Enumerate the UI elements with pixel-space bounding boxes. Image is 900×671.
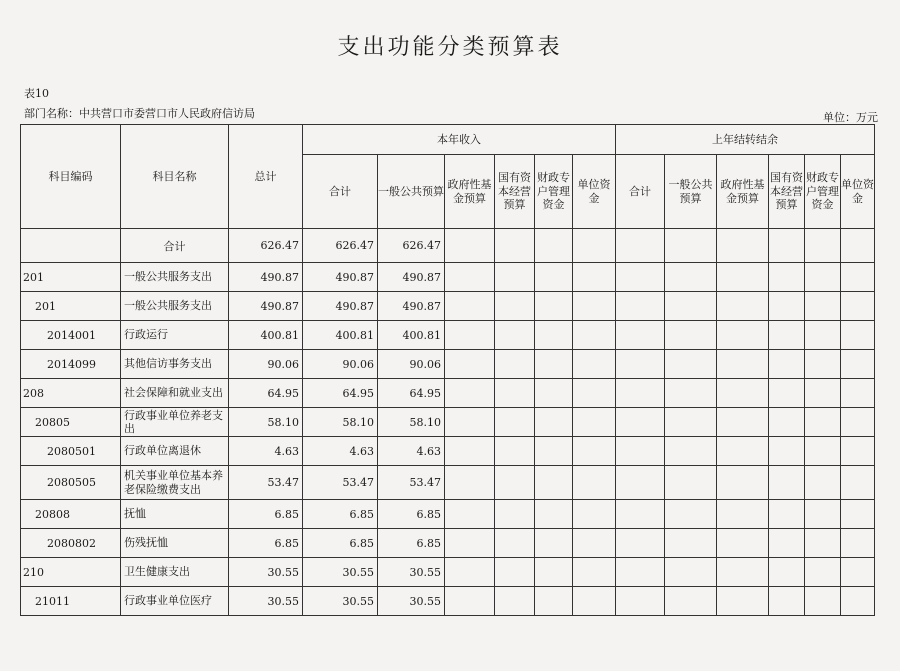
empty-cell [769,466,805,500]
empty-cell [616,529,665,558]
row-code: 21011 [21,587,121,616]
empty-cell [805,587,841,616]
empty-cell [616,321,665,350]
empty-cell [805,350,841,379]
empty-cell [769,587,805,616]
empty-cell [769,379,805,408]
row-code: 210 [21,558,121,587]
row-name: 行政单位离退休 [121,437,229,466]
table-row [21,558,875,587]
empty-cell [665,408,717,437]
empty-cell [495,263,535,292]
row-total: 30.55 [229,558,303,587]
total-code-cell [21,229,121,263]
empty-cell [573,587,616,616]
row-code: 201 [21,292,121,321]
empty-cell [769,292,805,321]
empty-cell [805,558,841,587]
empty-cell [717,437,769,466]
row-name: 一般公共服务支出 [121,263,229,292]
empty-cell [445,321,495,350]
row-general: 490.87 [378,292,445,321]
table-row [21,263,875,292]
row-code: 2080501 [21,437,121,466]
empty-cell [805,466,841,500]
empty-cell [665,437,717,466]
row-general: 6.85 [378,500,445,529]
row-code: 208 [21,379,121,408]
department-label: 部门名称： [24,107,79,120]
row-sum: 490.87 [303,292,378,321]
empty-cell [535,558,573,587]
empty-cell [445,529,495,558]
row-code: 2080505 [21,466,121,500]
empty-cell [573,437,616,466]
empty-cell [616,379,665,408]
row-total: 4.63 [229,437,303,466]
empty-cell [841,500,875,529]
header-carryover: 上年结转结余 [616,125,875,155]
empty-cell [665,379,717,408]
empty-cell [805,321,841,350]
empty-cell [805,437,841,466]
header-co-sum: 合计 [616,155,665,229]
table-number: 表10 [24,87,49,100]
empty-cell [535,379,573,408]
empty-cell [841,408,875,437]
row-total: 53.47 [229,466,303,500]
empty-cell [841,379,875,408]
row-sum: 64.95 [303,379,378,408]
row-general: 4.63 [378,437,445,466]
empty-cell [495,292,535,321]
row-code: 2014099 [21,350,121,379]
header-current-income: 本年收入 [303,125,616,155]
empty-cell [616,466,665,500]
empty-cell [445,263,495,292]
row-name: 行政事业单位医疗 [121,587,229,616]
row-code: 2014001 [21,321,121,350]
empty-cell [665,321,717,350]
page-title: 支出功能分类预算表 [337,35,563,60]
empty-cell [535,321,573,350]
row-code: 20808 [21,500,121,529]
table-row [21,500,875,529]
row-total: 400.81 [229,321,303,350]
empty-cell [495,437,535,466]
empty-cell [841,587,875,616]
empty-cell [769,529,805,558]
empty-cell [717,379,769,408]
empty-cell [769,321,805,350]
empty-cell [573,408,616,437]
row-sum: 53.47 [303,466,378,500]
empty-cell [769,437,805,466]
empty-cell [665,500,717,529]
empty-cell [841,466,875,500]
table-row [21,437,875,466]
empty-cell [805,408,841,437]
empty-cell [495,379,535,408]
row-total: 30.55 [229,587,303,616]
unit-label: 单位：万元 [823,111,878,124]
row-sum: 4.63 [303,437,378,466]
empty-cell [769,263,805,292]
empty-cell [805,379,841,408]
row-sum: 400.81 [303,321,378,350]
row-sum: 58.10 [303,408,378,437]
empty-cell [841,321,875,350]
header-cur-general: 一般公共预算 [378,155,445,229]
row-code: 20805 [21,408,121,437]
row-general: 6.85 [378,529,445,558]
empty-cell [535,500,573,529]
row-general: 53.47 [378,466,445,500]
total-general: 626.47 [378,229,445,263]
table-row [21,529,875,558]
row-sum: 6.85 [303,500,378,529]
empty-cell [573,379,616,408]
empty-cell [805,529,841,558]
empty-cell [717,292,769,321]
empty-cell [717,263,769,292]
empty-cell [535,529,573,558]
header-co-special-fund: 财政专户管理资金 [805,155,841,229]
empty-cell [495,321,535,350]
empty-cell [573,500,616,529]
table-row [21,292,875,321]
empty-cell [841,558,875,587]
empty-cell [769,500,805,529]
empty-cell [535,292,573,321]
empty-cell [573,558,616,587]
empty-cell [665,350,717,379]
empty-cell [805,263,841,292]
row-sum: 6.85 [303,529,378,558]
empty-cell [445,379,495,408]
row-total: 490.87 [229,263,303,292]
empty-cell [717,587,769,616]
row-total: 6.85 [229,529,303,558]
header-cur-state-capital: 国有资本经营预算 [495,155,535,229]
empty-cell [495,587,535,616]
empty-cell [841,263,875,292]
row-general: 58.10 [378,408,445,437]
empty-cell [445,500,495,529]
header-cur-unit-fund: 单位资金 [573,155,616,229]
empty-cell [573,321,616,350]
empty-cell [445,558,495,587]
row-code: 2080802 [21,529,121,558]
empty-cell [445,466,495,500]
empty-cell [573,529,616,558]
empty-cell [805,292,841,321]
header-code: 科目编码 [21,125,121,229]
empty-cell [805,500,841,529]
empty-cell [717,321,769,350]
row-sum: 90.06 [303,350,378,379]
empty-cell [717,558,769,587]
header-co-state-capital: 国有资本经营预算 [769,155,805,229]
budget-table [20,124,875,616]
department-line [24,105,255,121]
row-general: 30.55 [378,558,445,587]
empty-cell [495,350,535,379]
total-label: 合计 [121,229,229,263]
empty-cell [535,587,573,616]
empty-cell [616,500,665,529]
empty-cell [573,263,616,292]
row-name: 社会保障和就业支出 [121,379,229,408]
header-total: 总计 [229,125,303,229]
empty-cell [717,350,769,379]
empty-cell [717,529,769,558]
empty-cell [495,408,535,437]
empty-cell [616,558,665,587]
empty-cell [717,500,769,529]
row-total: 490.87 [229,292,303,321]
empty-cell [535,437,573,466]
empty-cell [495,500,535,529]
empty-cell [535,408,573,437]
empty-cell [495,466,535,500]
empty-cell [769,558,805,587]
header-name: 科目名称 [121,125,229,229]
row-name: 抚恤 [121,500,229,529]
empty-cell [665,587,717,616]
row-code: 201 [21,263,121,292]
table-row [21,350,875,379]
row-sum: 490.87 [303,263,378,292]
empty-cell [717,466,769,500]
empty-cell [841,350,875,379]
empty-cell [616,263,665,292]
empty-cell [616,408,665,437]
table-row [21,466,875,500]
table-row [21,408,875,437]
total-row [21,229,875,263]
table-row [21,321,875,350]
header-co-gov-fund: 政府性基金预算 [717,155,769,229]
empty-cell [535,263,573,292]
empty-cell [665,263,717,292]
empty-cell [445,292,495,321]
empty-cell [445,408,495,437]
row-general: 30.55 [378,587,445,616]
empty-cell [665,466,717,500]
empty-cell [841,292,875,321]
empty-cell [573,466,616,500]
empty-cell [665,529,717,558]
row-total: 58.10 [229,408,303,437]
header-co-general: 一般公共预算 [665,155,717,229]
total-sum: 626.47 [303,229,378,263]
row-name: 机关事业单位基本养老保险缴费支出 [121,466,229,500]
row-name: 行政事业单位养老支出 [121,408,229,437]
header-cur-gov-fund: 政府性基金预算 [445,155,495,229]
table-row [21,379,875,408]
row-total: 90.06 [229,350,303,379]
empty-cell [665,558,717,587]
row-name: 一般公共服务支出 [121,292,229,321]
row-general: 400.81 [378,321,445,350]
row-name: 伤残抚恤 [121,529,229,558]
empty-cell [665,292,717,321]
empty-cell [616,350,665,379]
empty-cell [535,466,573,500]
header-co-unit-fund: 单位资金 [841,155,875,229]
empty-cell [616,437,665,466]
row-sum: 30.55 [303,558,378,587]
empty-cell [445,587,495,616]
row-name: 行政运行 [121,321,229,350]
row-general: 90.06 [378,350,445,379]
empty-cell [573,292,616,321]
empty-cell [535,350,573,379]
empty-cell [445,437,495,466]
row-name: 卫生健康支出 [121,558,229,587]
row-sum: 30.55 [303,587,378,616]
department-name: 中共营口市委营口市人民政府信访局 [79,107,255,120]
header-cur-sum: 合计 [303,155,378,229]
total-total: 626.47 [229,229,303,263]
empty-cell [616,587,665,616]
empty-cell [445,350,495,379]
empty-cell [769,350,805,379]
header-cur-special-fund: 财政专户管理资金 [535,155,573,229]
empty-cell [841,529,875,558]
row-name: 其他信访事务支出 [121,350,229,379]
empty-cell [841,437,875,466]
empty-cell [495,529,535,558]
empty-cell [769,408,805,437]
row-total: 6.85 [229,500,303,529]
empty-cell [495,558,535,587]
row-total: 64.95 [229,379,303,408]
row-general: 490.87 [378,263,445,292]
empty-cell [573,350,616,379]
empty-cell [616,292,665,321]
table-row [21,587,875,616]
empty-cell [717,408,769,437]
row-general: 64.95 [378,379,445,408]
